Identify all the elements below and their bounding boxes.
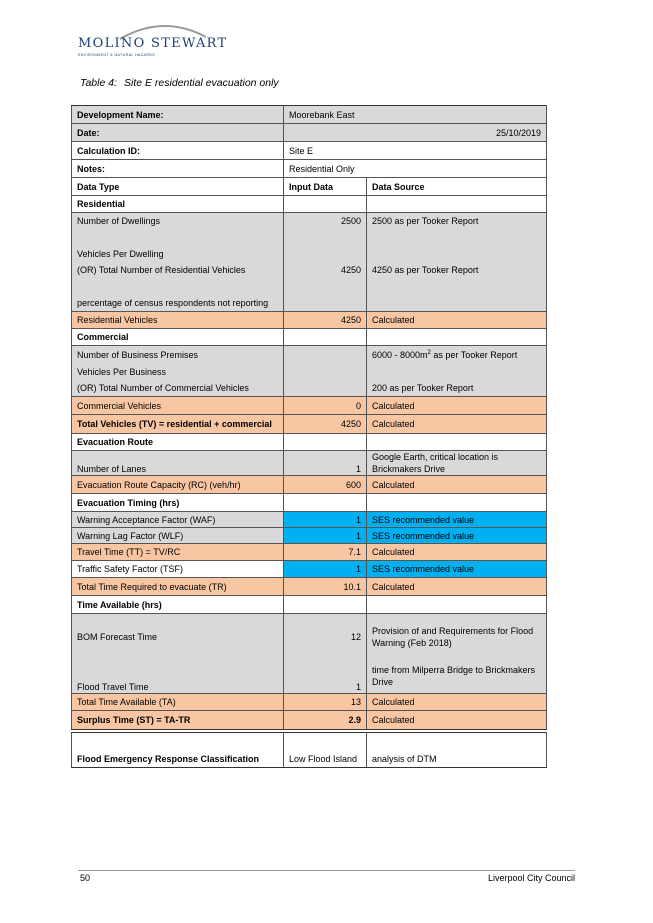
row-waf: Warning Acceptance Factor (WAF) 1 SES recommended value	[72, 512, 547, 528]
row-census: percentage of census respondents not reporting	[72, 295, 547, 312]
page-number: 50	[80, 873, 91, 883]
caption-title: Site E residential evacuation only	[124, 77, 279, 89]
row-spacer	[72, 279, 547, 295]
row-total-vehicles: Total Vehicles (TV) = residential + commercial 4250 Calculated	[72, 415, 547, 434]
classification-table	[71, 732, 547, 768]
row-spacer	[72, 230, 547, 246]
meta-row-development: Development Name: Moorebank East	[72, 106, 547, 124]
section-residential: Residential	[72, 196, 547, 213]
row-vehicles-per-business: Vehicles Per Business	[72, 364, 547, 380]
row-bom-forecast: BOM Forecast Time 12 Provision of and Requirements for Flood Warning (Feb 2018)	[72, 614, 547, 660]
section-evacuation-route: Evacuation Route	[72, 434, 547, 451]
section-evacuation-timing: Evacuation Timing (hrs)	[72, 494, 547, 512]
row-wlf: Warning Lag Factor (WLF) 1 SES recommended value	[72, 528, 547, 544]
section-time-available: Time Available (hrs)	[72, 596, 547, 614]
section-commercial: Commercial	[72, 329, 547, 346]
row-tsf: Traffic Safety Factor (TSF) 1 SES recommended value	[72, 561, 547, 578]
row-travel-time: Travel Time (TT) = TV/RC 7.1 Calculated	[72, 544, 547, 561]
logo-name: MOLINO STEWART	[78, 36, 228, 51]
meta-row-date: Date: 25/10/2019	[72, 124, 547, 142]
column-headers: Data Type Input Data Data Source	[72, 178, 547, 196]
footer-divider	[78, 870, 575, 871]
meta-row-notes: Notes: Residential Only	[72, 160, 547, 178]
row-number-of-lanes: Number of Lanes 1 Google Earth, critical location is Brickmakers Drive	[72, 451, 547, 476]
footer-organisation: Liverpool City Council	[487, 873, 575, 883]
row-total-time-available: Total Time Available (TA) 13 Calculated	[72, 694, 547, 711]
classification-row: Flood Emergency Response Classification Low Flood Island analysis of DTM	[72, 733, 547, 768]
caption-label: Table 4:	[80, 77, 117, 89]
row-dwellings: Number of Dwellings 2500 2500 as per Tooker Report	[72, 213, 547, 230]
row-residential-vehicles: Residential Vehicles 4250 Calculated	[72, 312, 547, 329]
row-route-capacity: Evacuation Route Capacity (RC) (veh/hr) 600 Calculated	[72, 476, 547, 494]
row-total-time-required: Total Time Required to evacuate (TR) 10.1 Calculated	[72, 578, 547, 596]
meta-row-calculation-id: Calculation ID: Site E	[72, 142, 547, 160]
row-total-residential-vehicles: (OR) Total Number of Residential Vehicles 4250 4250 as per Tooker Report	[72, 262, 547, 279]
row-vehicles-per-dwelling: Vehicles Per Dwelling	[72, 246, 547, 262]
row-surplus-time: Surplus Time (ST) = TA-TR 2.9 Calculated	[72, 711, 547, 730]
row-commercial-vehicles: Commercial Vehicles 0 Calculated	[72, 397, 547, 415]
row-flood-travel-time: Flood Travel Time 1 time from Milperra Bridge to Brickmakers Drive	[72, 660, 547, 694]
evacuation-table	[71, 105, 547, 730]
company-logo	[78, 20, 228, 64]
logo-tagline: ENVIRONMENT & NATURAL HAZARDS	[78, 53, 156, 57]
row-total-commercial-vehicles: (OR) Total Number of Commercial Vehicles 200 as per Tooker Report	[72, 380, 547, 397]
row-business-premises: Number of Business Premises $6000 - 8000m^2$ as per Tooker Report	[72, 346, 547, 364]
table-caption	[80, 77, 279, 89]
